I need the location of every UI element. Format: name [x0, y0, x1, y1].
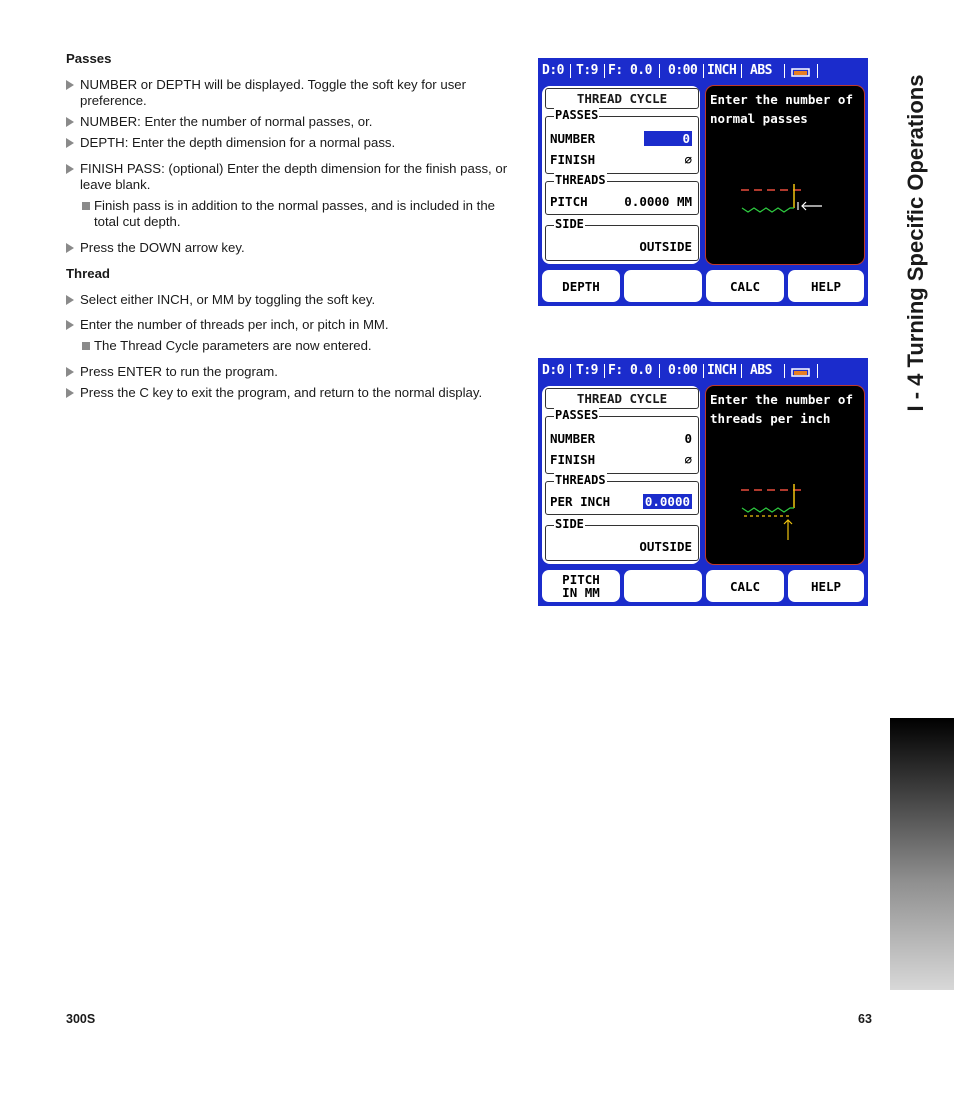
status-divider	[604, 64, 605, 78]
arrow-icon	[66, 243, 74, 253]
softkey-blank[interactable]	[624, 270, 702, 302]
finish-field[interactable]: ⌀	[684, 452, 692, 467]
number-field[interactable]: 0	[684, 431, 692, 446]
status-time: 0:00	[668, 63, 698, 78]
status-divider	[817, 64, 818, 78]
thread-depth-diagram	[736, 182, 836, 222]
passes-step-3: DEPTH: Enter the depth dimension for a normal pass.	[66, 135, 512, 151]
threads-group	[545, 173, 699, 215]
status-divider	[659, 64, 660, 78]
softkey-depth[interactable]: DEPTH	[542, 270, 620, 302]
passes-step-5: Press the DOWN arrow key.	[66, 240, 512, 256]
finish-field[interactable]: ⌀	[684, 152, 692, 167]
threads-group	[545, 473, 699, 515]
finish-label: FINISH	[550, 452, 596, 467]
form-panel	[542, 86, 700, 264]
tool-icon	[791, 66, 811, 78]
status-bar	[538, 358, 868, 384]
passes-group-label: PASSES	[555, 108, 599, 122]
thread-note: The Thread Cycle parameters are now entered.	[80, 338, 512, 354]
status-mode: ABS	[750, 63, 772, 78]
side-group	[545, 517, 699, 561]
side-field[interactable]: OUTSIDE	[639, 539, 692, 554]
softkey-help[interactable]: HELP	[788, 270, 864, 302]
status-divider	[703, 64, 704, 78]
pitch-field[interactable]: 0.0000 MM	[624, 194, 692, 209]
number-label: NUMBER	[550, 431, 596, 446]
arrow-icon	[66, 138, 74, 148]
status-unit: INCH	[707, 363, 737, 378]
pitch-label: PITCH	[550, 194, 588, 209]
bullet-square-icon	[82, 342, 90, 350]
arrow-icon	[66, 367, 74, 377]
chapter-side-title: I - 4 Turning Specific Operations	[903, 74, 928, 412]
threads-group-label: THREADS	[555, 473, 606, 487]
form-title: THREAD CYCLE	[576, 91, 668, 106]
per-inch-label: PER INCH	[550, 494, 611, 509]
arrow-icon	[66, 388, 74, 398]
dro-screen-threads	[538, 358, 868, 606]
status-divider	[570, 364, 571, 378]
passes-step-4: FINISH PASS: (optional) Enter the depth dimension for the finish pass, or leave blank.	[66, 161, 512, 193]
help-text: Enter the number of threads per inch	[710, 392, 853, 426]
softkey-calc[interactable]: CALC	[706, 570, 784, 602]
passes-group	[545, 408, 699, 474]
passes-note: Finish pass is in addition to the normal passes, and is included in the total cut depth.	[80, 198, 512, 230]
passes-group	[545, 108, 699, 174]
status-feed: F: 0.0	[608, 63, 652, 78]
chapter-thumb-tab	[890, 718, 954, 990]
status-datum: D:0	[542, 63, 564, 78]
number-label: NUMBER	[550, 131, 596, 146]
thread-heading: Thread	[66, 266, 110, 281]
status-time: 0:00	[668, 363, 698, 378]
softkey-blank[interactable]	[624, 570, 702, 602]
status-divider	[817, 364, 818, 378]
form-title: THREAD CYCLE	[576, 391, 668, 406]
thread-step-2: Enter the number of threads per inch, or pitch in MM.	[66, 317, 512, 333]
footer-model: 300S	[66, 1012, 96, 1026]
passes-step-2: NUMBER: Enter the number of normal passes, or.	[66, 114, 512, 130]
help-text: Enter the number of normal passes	[710, 92, 853, 126]
passes-step-1: NUMBER or DEPTH will be displayed. Toggle the soft key for user preference.	[66, 77, 512, 109]
side-group-label: SIDE	[555, 217, 584, 231]
passes-group-label: PASSES	[555, 408, 599, 422]
help-panel	[706, 86, 864, 264]
status-divider	[570, 64, 571, 78]
status-unit: INCH	[707, 63, 737, 78]
form-panel	[542, 386, 700, 564]
status-divider	[659, 364, 660, 378]
side-field[interactable]: OUTSIDE	[639, 239, 692, 254]
status-divider	[604, 364, 605, 378]
status-divider	[741, 64, 742, 78]
status-divider	[703, 364, 704, 378]
thread-step-4: Press the C key to exit the program, and return to the normal display.	[66, 385, 512, 401]
bullet-square-icon	[82, 202, 90, 210]
softkey-calc[interactable]: CALC	[706, 270, 784, 302]
status-datum: D:0	[542, 363, 564, 378]
status-tool: T:9	[576, 363, 598, 378]
status-bar	[538, 58, 868, 84]
arrow-icon	[66, 320, 74, 330]
softkey-pitch-in-mm[interactable]: PITCH IN MM	[542, 570, 620, 602]
thread-step-3: Press ENTER to run the program.	[66, 364, 512, 380]
threads-group-label: THREADS	[555, 173, 606, 187]
page-number: 63	[858, 1012, 872, 1026]
status-divider	[784, 64, 785, 78]
softkey-help[interactable]: HELP	[788, 570, 864, 602]
side-group-label: SIDE	[555, 517, 584, 531]
status-divider	[784, 364, 785, 378]
thread-pitch-diagram	[736, 482, 836, 546]
number-field[interactable]: 0	[644, 131, 692, 146]
thread-step-1: Select either INCH, or MM by toggling the soft key.	[66, 292, 512, 308]
arrow-icon	[66, 295, 74, 305]
arrow-icon	[66, 164, 74, 174]
finish-label: FINISH	[550, 152, 596, 167]
tool-icon	[791, 366, 811, 378]
status-mode: ABS	[750, 363, 772, 378]
side-group	[545, 217, 699, 261]
help-panel	[706, 386, 864, 564]
title-box	[545, 388, 699, 409]
status-tool: T:9	[576, 63, 598, 78]
arrow-icon	[66, 80, 74, 90]
status-feed: F: 0.0	[608, 363, 652, 378]
dro-screen-passes	[538, 58, 868, 306]
arrow-icon	[66, 117, 74, 127]
title-box	[545, 88, 699, 109]
per-inch-field[interactable]: 0.0000	[644, 494, 690, 509]
status-divider	[741, 364, 742, 378]
passes-heading: Passes	[66, 51, 112, 66]
